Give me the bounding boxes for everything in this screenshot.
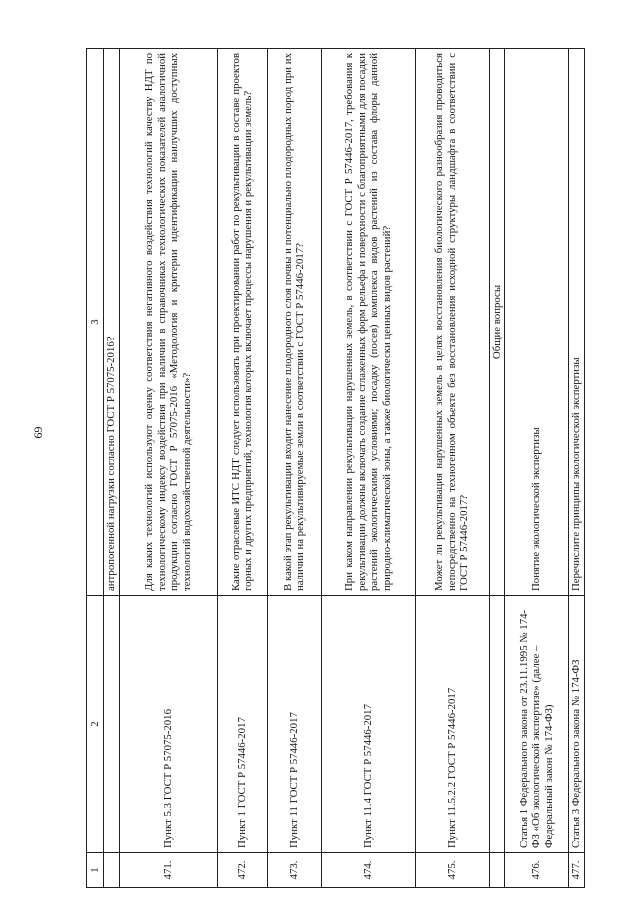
header-col-1: 1 [87, 853, 104, 888]
continuation-text: антропогенной нагрузки согласно ГОСТ Р 57075-2016? [104, 49, 120, 596]
row-question: Понятие экологической экспертизы [505, 49, 569, 596]
row-number: 473. [267, 853, 321, 888]
row-number: 472. [217, 853, 267, 888]
row-source: Статья 3 Федерального закона № 174-ФЗ [569, 596, 585, 853]
row-source: Пункт 11.5.2.2 ГОСТ Р 57446-2017 [415, 596, 489, 853]
section-title: Общие вопросы [489, 49, 505, 596]
table-row [415, 49, 489, 888]
row-question: Для каких технологий используют оценку соответствия негативного воздействия технологий качеству НДТ по технологическому индексу воздействия при наличии в справочниках технологических показателей аналогичной продукции согласно ГОСТ Р 57075-2016 «Методология и критерии идентификации наилучших доступных технологий водохозяйственной деятельности»? [119, 49, 217, 596]
table-row [321, 49, 415, 888]
header-col-2: 2 [87, 596, 104, 853]
header-col-3: 3 [87, 49, 104, 596]
row-number: 471. [119, 853, 217, 888]
table-row [569, 49, 585, 888]
questions-table [86, 48, 585, 888]
row-question: Какие отраслевые ИТС НДТ следует использовать при проектировании работ по рекультивации в составе проектов горных и других предприятий, технология которых включает процессы нарушения и рекультивации земель? [217, 49, 267, 596]
row-question: В какой этап рекультивации входит нанесение плодородного слоя почвы и потенциально плодородных пород при их наличии на рекультивируемые земли в соответствии с ГОСТ Р 57446-2017? [267, 49, 321, 596]
rotated-table-region [86, 48, 606, 888]
row-source: Пункт 11.4 ГОСТ Р 57446-2017 [321, 596, 415, 853]
row-question: При каком направлении рекультивации нарушенных земель, в соответствии с ГОСТ Р 57446-2017, требования к рекультивации должны включать создание сглаженных форм рельефа и поверхности с благоприятными для посадки растений экологическими условиями; посадку (посев) комплекса видов растений из состава флоры данной природно-климатической зоны, а также биологически ценных видов растений? [321, 49, 415, 596]
row-number: 474. [321, 853, 415, 888]
table-row [505, 49, 569, 888]
header-row [87, 49, 104, 888]
row-question: Перечислите принципы экологической экспертизы [569, 49, 585, 596]
table-row [267, 49, 321, 888]
row-number: 477. [569, 853, 585, 888]
row-question: Может ли рекультивация нарушенных земель в целях восстановления биологического разнообразия проводиться непосредственно на техногенном объекте без восстановления исходной структуры ландшафта в соответствии с ГОСТ Р 57446-2017? [415, 49, 489, 596]
row-source: Пункт 5.3 ГОСТ Р 57075-2016 [119, 596, 217, 853]
section-row [489, 49, 505, 888]
row-source: Пункт 1 ГОСТ Р 57446-2017 [217, 596, 267, 853]
row-source: Пункт 11 ГОСТ Р 57446-2017 [267, 596, 321, 853]
row-number: 475. [415, 853, 489, 888]
page-number: 69 [31, 426, 46, 439]
row-source: Статья 1 Федерального закона от 23.11.1995 № 174-ФЗ «Об экологической экспертизе» (далее – Федеральный закон № 174-ФЗ) [505, 596, 569, 853]
table-row [217, 49, 267, 888]
table-row [119, 49, 217, 888]
row-number: 476. [505, 853, 569, 888]
continuation-row [104, 49, 120, 888]
